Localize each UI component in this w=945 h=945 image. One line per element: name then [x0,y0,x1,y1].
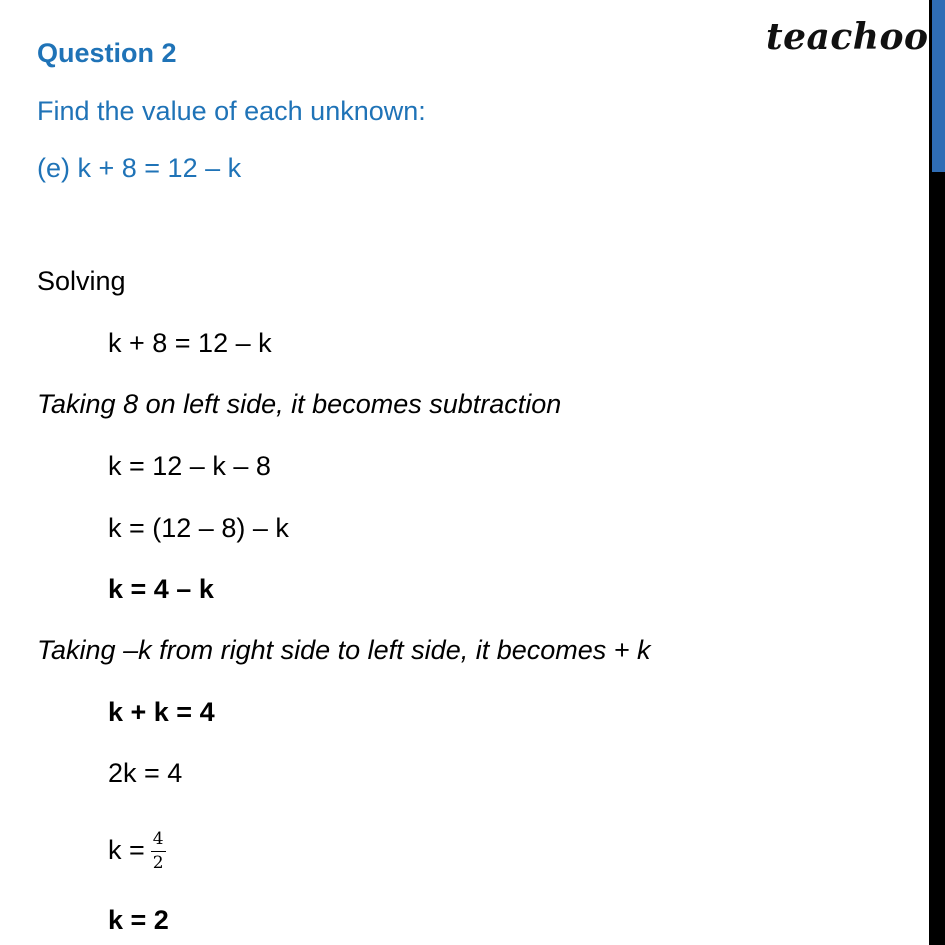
step-note-1: Taking 8 on left side, it becomes subtraction [37,389,562,419]
equation-6: 2k = 4 [108,758,183,788]
solution-heading: Solving [37,266,126,296]
final-answer: k = 2 [108,905,169,935]
equation-4: k = 4 – k [108,574,214,604]
equation-7 [108,830,166,873]
question-title: Question 2 [37,38,177,68]
question-prompt: Find the value of each unknown: [37,96,426,126]
fraction-denominator: 2 [152,853,164,874]
question-part: (e) k + 8 = 12 – k [37,153,242,183]
sidebar-accent [932,0,945,172]
fraction [151,830,166,873]
fraction-numerator: 4 [151,830,166,852]
equation-2: k = 12 – k – 8 [108,451,271,481]
equation-3: k = (12 – 8) – k [108,513,289,543]
teachoo-logo: teachoo [766,16,929,58]
equation-1: k + 8 = 12 – k [108,328,272,358]
step-note-2: Taking –k from right side to left side, it becomes + k [37,635,651,665]
equation-7-lhs: k = [108,835,145,865]
equation-5: k + k = 4 [108,697,215,727]
